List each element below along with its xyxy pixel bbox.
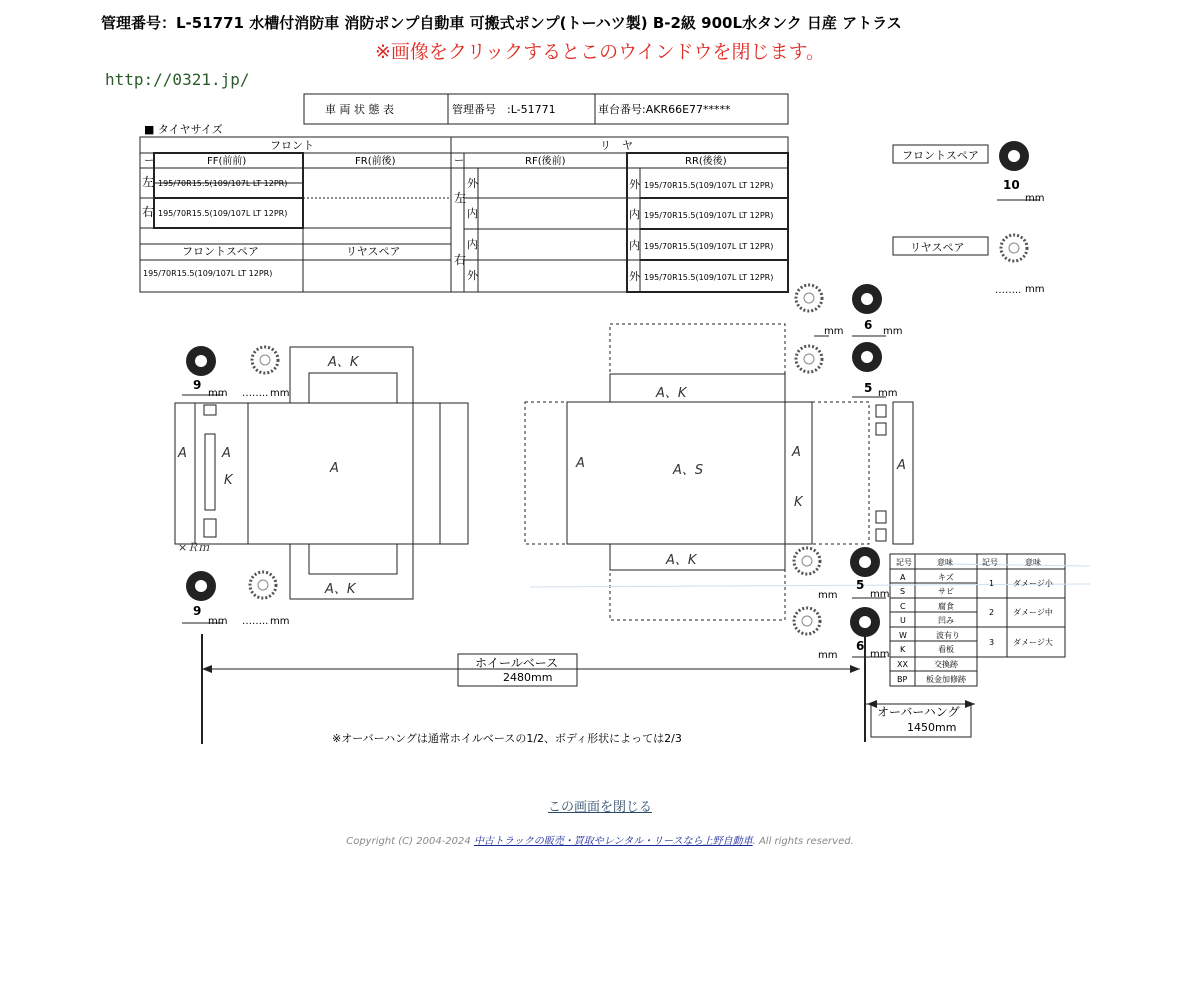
legend-code-xx: XX: [897, 660, 908, 669]
rr-label: RR(後後): [685, 156, 727, 167]
legend-meaning-w: 波有り: [936, 631, 960, 640]
rear-left-label: 左: [454, 191, 467, 205]
vehicle-condition-sheet-image[interactable]: [100, 64, 1090, 770]
legend-level-1: 1: [989, 579, 995, 588]
wheelbase-label: ホイールベース: [475, 656, 559, 670]
tread-rear-outer-3: 5: [856, 578, 865, 592]
rr-left-outer: 外: [629, 178, 640, 191]
rf-right-inner: 内: [467, 238, 478, 251]
tread-front-spare: 10: [1003, 178, 1020, 192]
page-title: 管理番号：L-51771 水槽付消防車 消防ポンプ自動車 可搬式ポンプ(トーハツ製) B-2級 900L水タンク 日産 アトラス: [101, 14, 902, 32]
damage-mark-front-face-k: K: [224, 473, 233, 488]
tread-front-left: 9: [193, 378, 202, 392]
damage-mark-rear-door-a: A: [792, 445, 801, 460]
front-spare-box: フロントスペア: [902, 149, 979, 162]
mm-rear-spare: mm: [1025, 284, 1045, 295]
rr-right-outer: 外: [629, 270, 640, 283]
wheelbase-value: 2480mm: [503, 671, 553, 684]
overhang-label: オーバーハング: [877, 705, 960, 719]
sheet-chassis-number: 車台番号:AKR66E77*****: [598, 103, 731, 116]
footer-prefix: Copyright (C) 2004-2024: [346, 836, 474, 847]
legend-header-code-1: 記号: [896, 558, 912, 567]
ff-left-size: 195/70R15.5(109/107L LT 12PR): [158, 179, 288, 188]
mm-front-left-2: mm: [270, 388, 290, 399]
mm-rear-2: mm: [878, 388, 898, 399]
close-notice: ※画像をクリックするとこのウインドウを閉じます。: [374, 41, 826, 63]
damage-mark-rear-door-k: K: [794, 495, 803, 510]
legend-meaning-xx: 交換跡: [934, 660, 958, 669]
damage-mark-rear-top: A、K: [656, 386, 687, 401]
sheet-mgmt-number: 管理番号 :L-51771: [452, 103, 556, 116]
front-right-label: 右: [142, 205, 155, 219]
front-left-label: 左: [142, 175, 155, 189]
mm-front-left: mm: [208, 388, 228, 399]
legend-code-w: W: [899, 631, 907, 640]
tire-section-label: ■ タイヤサイズ: [144, 123, 223, 136]
legend-code-s: S: [900, 587, 906, 596]
damage-mark-rear-left: A: [576, 456, 585, 471]
damage-mark-front-bumper: A: [178, 446, 187, 461]
footer-suffix: . All rights reserved.: [752, 836, 854, 847]
rr-right-inner: 内: [629, 239, 640, 252]
mm-rear-1b: mm: [824, 326, 844, 337]
tread-rear-outer-2: 5: [864, 381, 873, 395]
footer-site-link[interactable]: 中古トラックの販売・買取やレンタル・リースなら上野自動車: [473, 836, 753, 847]
damage-mark-rear-bottom: A、K: [666, 553, 697, 568]
damage-mark-front-top: A、K: [328, 355, 359, 370]
legend-code-c: C: [900, 602, 906, 611]
front-label: フロント: [270, 139, 314, 152]
ff-right-size: 195/70R15.5(109/107L LT 12PR): [158, 209, 288, 218]
legend-header-meaning-2: 意味: [1025, 558, 1041, 567]
tread-rear-outer-1: 6: [864, 318, 873, 332]
legend-level-2-meaning: ダメージ中: [1013, 608, 1053, 617]
rf-left-outer: 外: [467, 177, 478, 190]
ff-label: FF(前前): [207, 156, 247, 167]
overhang-note: ※オーバーハングは通常ホイルベースの1/2、ボディ形状によっては2/3: [332, 732, 682, 745]
damage-mark-front-face-a: A: [222, 446, 231, 461]
rear-spare-col: リヤスペア: [346, 245, 401, 258]
rear-label: リ ヤ: [600, 139, 633, 152]
close-window-link[interactable]: この画面を閉じる: [547, 800, 652, 815]
dots-front-left: ……..: [242, 388, 269, 399]
rf-label: RF(後前): [525, 156, 566, 167]
fr-label: FR(前後): [355, 156, 396, 167]
rr-left-outer-size: 195/70R15.5(109/107L LT 12PR): [644, 181, 774, 190]
legend-level-2: 2: [989, 608, 995, 617]
mm-front-right: mm: [208, 616, 228, 627]
tread-front-right: 9: [193, 604, 202, 618]
legend-level-3: 3: [989, 638, 995, 647]
overhang-value: 1450mm: [907, 721, 957, 734]
legend-meaning-c: 腐食: [938, 602, 954, 611]
sheet-title: 車 両 状 態 表: [325, 103, 394, 116]
legend-meaning-k: 看板: [938, 645, 954, 654]
legend-code-a: A: [900, 573, 906, 582]
rf-right-outer: 外: [467, 269, 478, 282]
close-window-link-wrap: [0, 796, 1200, 815]
rr-right-inner-size: 195/70R15.5(109/107L LT 12PR): [644, 242, 774, 251]
legend-header-code-2: 記号: [982, 558, 998, 567]
legend-meaning-s: サビ: [938, 587, 954, 596]
mm-rear-1: mm: [883, 326, 903, 337]
legend-meaning-u: 凹み: [938, 616, 954, 625]
damage-mark-scribble: ×Ｒｍ: [178, 541, 210, 554]
damage-mark-rear-panel: A: [897, 458, 906, 473]
legend-code-bp: BP: [897, 675, 908, 684]
rr-right-outer-size: 195/70R15.5(109/107L LT 12PR): [644, 273, 774, 282]
dots-front-right: ……..: [242, 616, 269, 627]
front-spare-size: 195/70R15.5(109/107L LT 12PR): [143, 269, 273, 278]
legend-code-u: U: [900, 616, 906, 625]
damage-mark-front-bottom: A、K: [325, 582, 356, 597]
rear-spare-box: リヤスペア: [910, 241, 965, 254]
dash-front: ー: [144, 156, 154, 167]
legend-meaning-bp: 板金加修跡: [926, 675, 966, 684]
url-watermark: http://0321.jp/: [105, 70, 250, 89]
front-spare-col: フロントスペア: [182, 245, 259, 258]
mm-rear-4b: mm: [818, 650, 838, 661]
rr-left-inner-size: 195/70R15.5(109/107L LT 12PR): [644, 211, 774, 220]
tread-rear-outer-4: 6: [856, 639, 865, 653]
legend-meaning-a: キズ: [938, 573, 954, 582]
mm-front-spare: mm: [1025, 193, 1045, 204]
legend-level-1-meaning: ダメージ小: [1013, 579, 1053, 588]
mm-rear-3b: mm: [818, 590, 838, 601]
rear-right-label: 右: [454, 253, 467, 267]
legend-header-meaning-1: 意味: [937, 558, 953, 567]
legend-level-3-meaning: ダメージ大: [1013, 638, 1053, 647]
footer-copyright: [0, 832, 1200, 847]
mm-front-right-2: mm: [270, 616, 290, 627]
rr-left-inner: 内: [629, 208, 640, 221]
legend-code-k: K: [900, 645, 906, 654]
mm-rear-3: mm: [870, 589, 890, 600]
dots-rear-spare: ……..: [995, 285, 1022, 296]
condition-sheet-drawing: [100, 64, 1090, 770]
rf-left-inner: 内: [467, 207, 478, 220]
mm-rear-4: mm: [870, 649, 890, 660]
damage-mark-rear-center: A、S: [673, 463, 704, 478]
dash-rear: ー: [454, 156, 464, 167]
damage-mark-front-center: A: [330, 461, 339, 476]
